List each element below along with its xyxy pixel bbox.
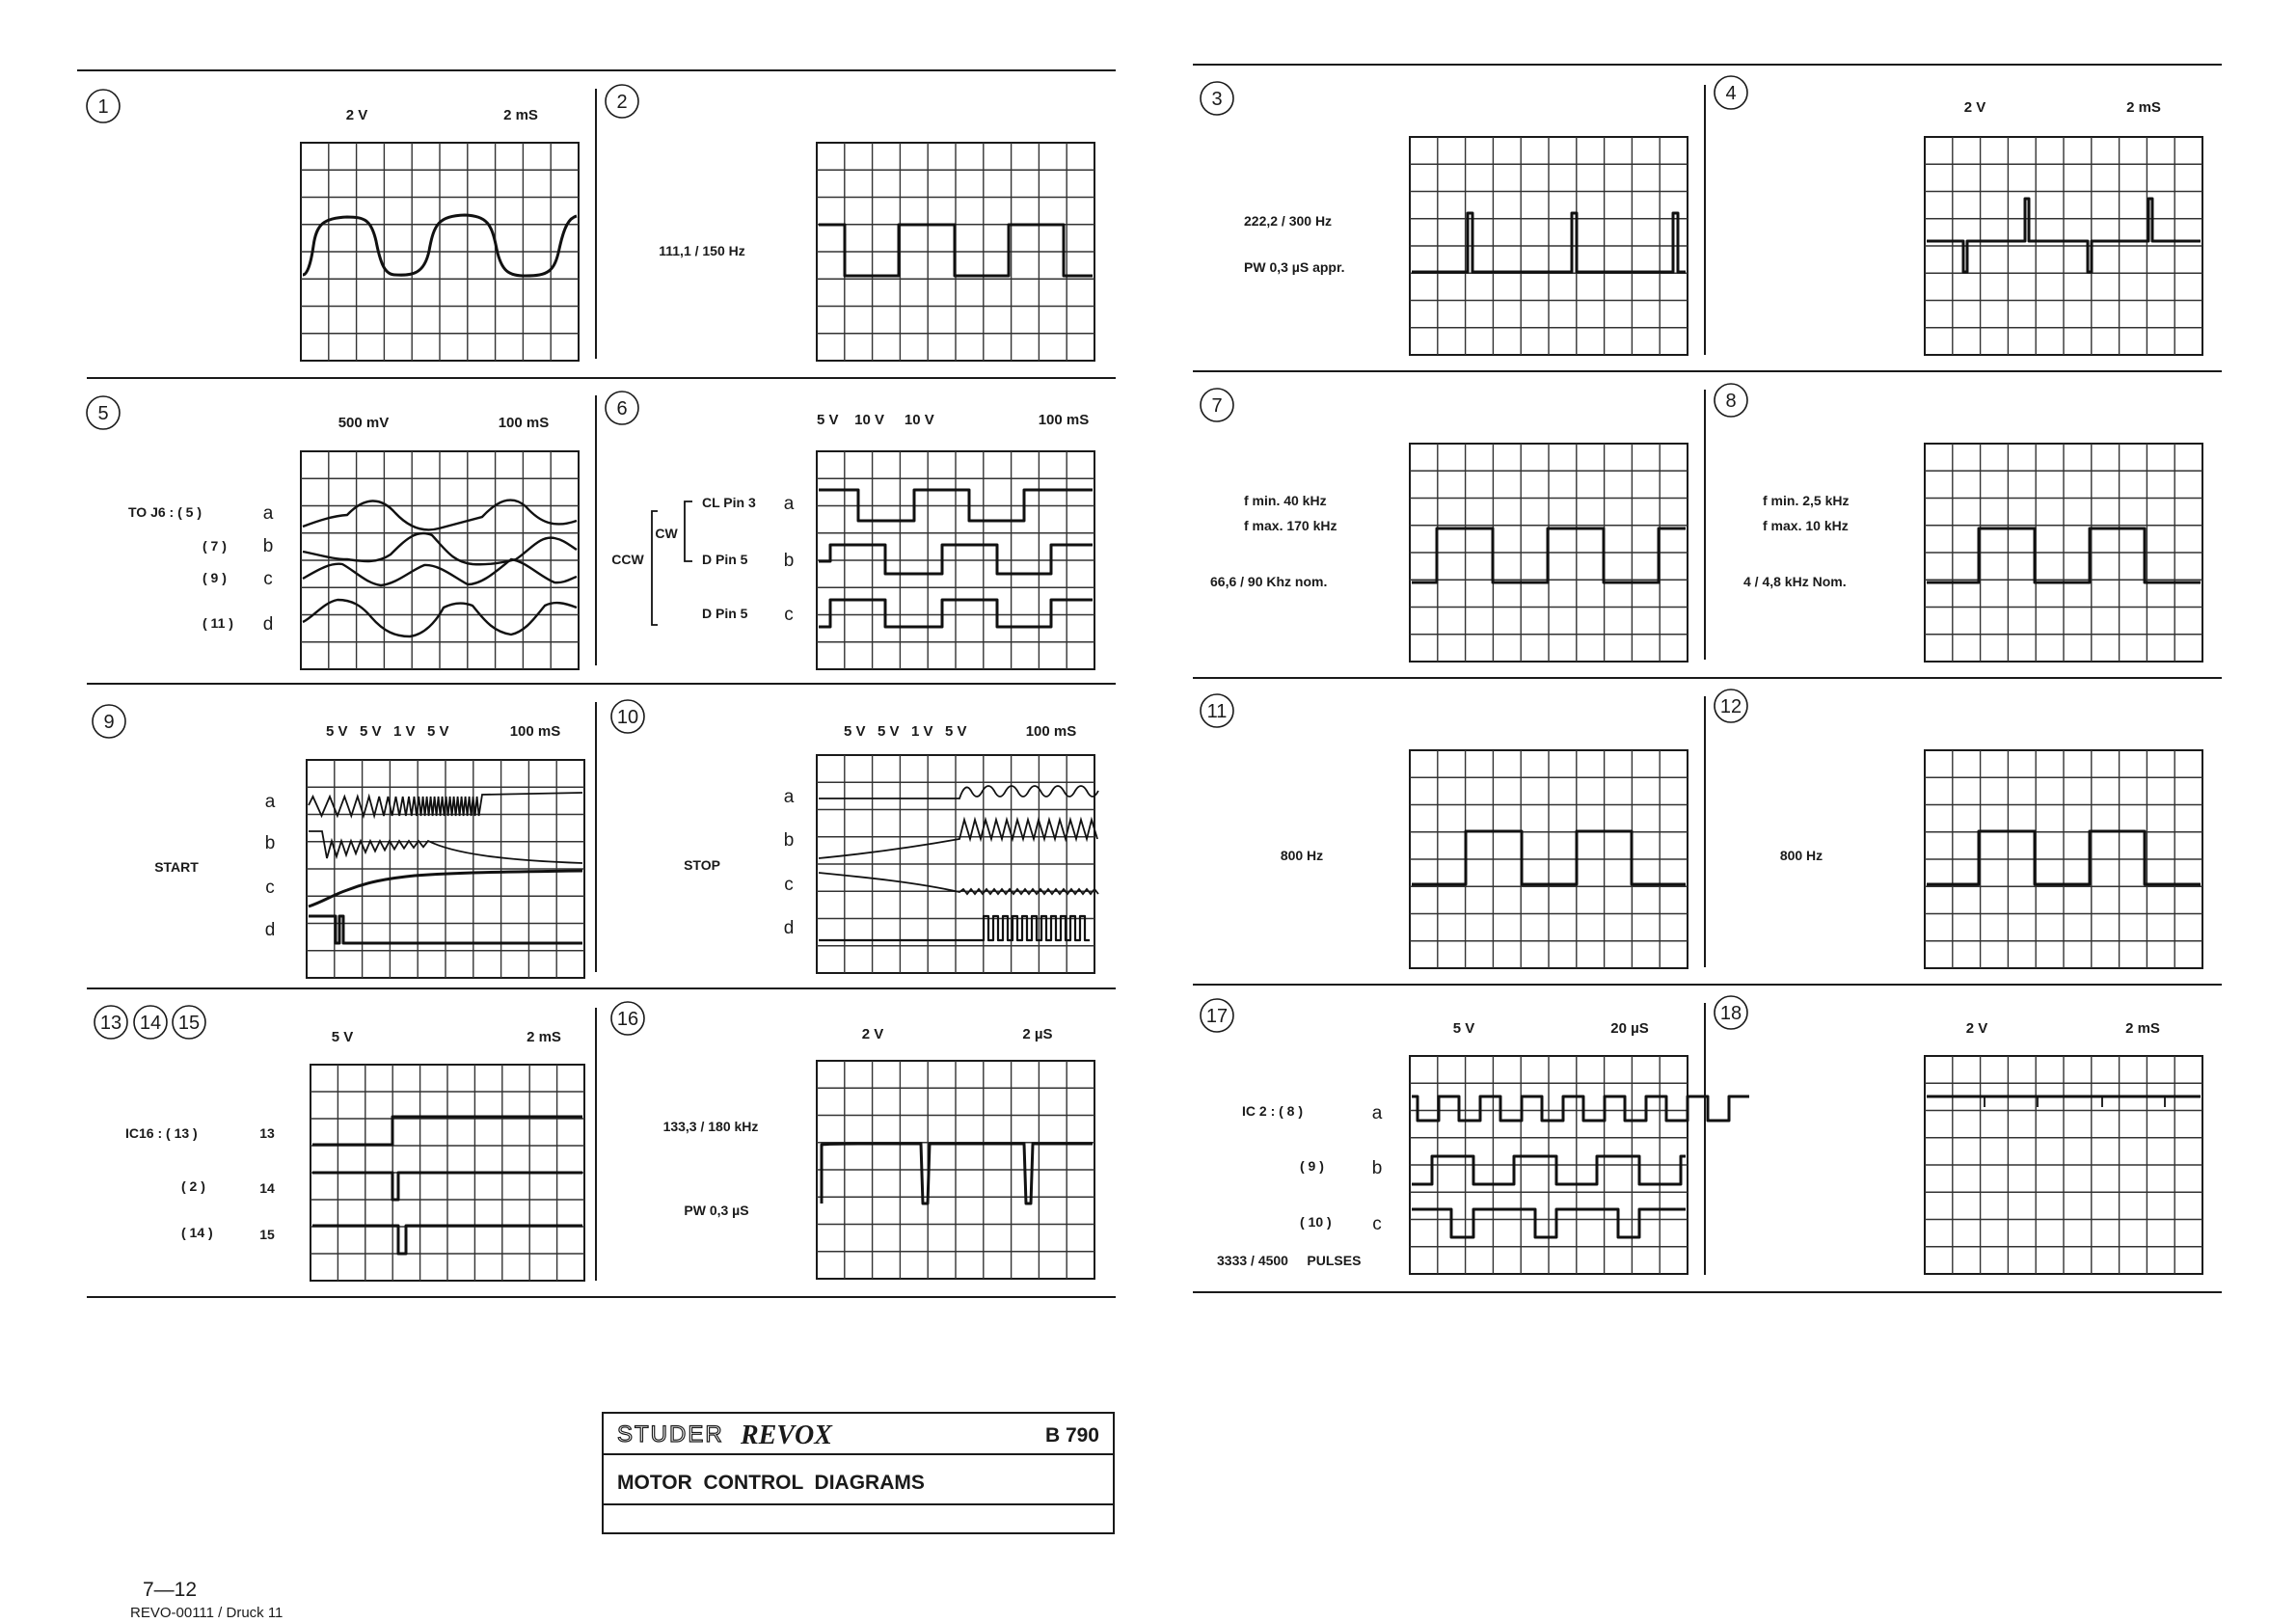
volts-per-div: 5 V 5 V 1 V 5 V <box>844 723 967 740</box>
brand-revox-logo: REVOX <box>741 1420 832 1450</box>
waveform-trace-a <box>819 786 1098 798</box>
time-per-div: 100 mS <box>1038 412 1090 428</box>
trace-letter: c <box>263 569 273 589</box>
input-pin-label: TO J6 : ( 5 ) <box>128 504 202 520</box>
trace-number: 15 <box>259 1227 275 1242</box>
panel-17 <box>1201 999 1749 1274</box>
panel-number: 14 <box>139 1013 162 1034</box>
time-per-div: 100 mS <box>1025 723 1077 740</box>
waveform-trace <box>819 225 1093 276</box>
panel-number: 2 <box>616 92 628 113</box>
oscilloscope-screen <box>1410 750 1688 968</box>
start-label: START <box>154 859 199 875</box>
pulse-width-label: PW 0,3 µS appr. <box>1244 259 1345 275</box>
trace-letter: a <box>262 503 274 524</box>
signal-label: D Pin 5 <box>702 606 748 621</box>
waveform-trace-b <box>819 820 1097 858</box>
trace-letter: c <box>784 605 794 625</box>
volts-per-div: 2 V <box>1963 99 1986 116</box>
input-pin-label: ( 14 ) <box>181 1225 213 1240</box>
panel-7 <box>1201 389 1688 662</box>
input-pin-label: ( 9 ) <box>203 570 227 585</box>
trace-letter: b <box>783 830 795 851</box>
trace-letter: a <box>783 787 795 807</box>
model-number: B 790 <box>1044 1424 1099 1447</box>
panel-number: 8 <box>1725 391 1737 412</box>
panel-number: 7 <box>1211 395 1223 417</box>
time-per-div: 20 µS <box>1610 1020 1649 1037</box>
pulse-width-label: PW 0,3 µS <box>684 1203 749 1218</box>
input-pin-label: ( 11 ) <box>203 615 233 631</box>
oscilloscope-screen <box>817 1061 1094 1279</box>
oscilloscope-screen <box>817 451 1094 669</box>
trace-letter: b <box>262 536 274 556</box>
panel-11 <box>1201 694 1688 968</box>
max-frequency-label: f max. 10 kHz <box>1763 518 1849 533</box>
panel-2 <box>606 85 1094 361</box>
panel-9 <box>93 705 584 978</box>
trace-letter: a <box>783 494 795 514</box>
trace-number: 14 <box>259 1180 275 1196</box>
volts-per-div: 2 V <box>861 1026 884 1042</box>
pulse-count-label: 3333 / 4500 PULSES <box>1217 1253 1362 1268</box>
min-frequency-label: f min. 40 kHz <box>1244 493 1327 508</box>
brand-studer-logo: STUDER <box>617 1421 724 1447</box>
panel-number: 9 <box>103 712 115 733</box>
panel-number: 16 <box>616 1009 639 1030</box>
panel-8 <box>1715 384 2202 662</box>
oscilloscope-screen <box>1410 1056 1688 1274</box>
time-per-div: 2 mS <box>503 107 538 123</box>
oscilloscope-screen <box>1410 137 1688 355</box>
trace-letter: b <box>783 551 795 571</box>
trace-letter: c <box>784 875 794 895</box>
input-pin-label: IC 2 : ( 8 ) <box>1242 1103 1304 1119</box>
signal-label: D Pin 5 <box>702 552 748 567</box>
panel-16 <box>611 1002 1094 1279</box>
time-per-div: 100 mS <box>498 415 550 431</box>
panel-3 <box>1201 82 1688 355</box>
time-per-div: 2 mS <box>2125 1020 2160 1037</box>
nominal-frequency-label: 4 / 4,8 kHz Nom. <box>1743 574 1847 589</box>
panel-12 <box>1715 690 2202 968</box>
panel-number: 5 <box>97 403 109 424</box>
time-per-div: 2 mS <box>527 1029 561 1045</box>
frequency-label: 800 Hz <box>1779 848 1823 863</box>
volts-per-div: 5 V 10 V 10 V <box>817 412 934 428</box>
max-frequency-label: f max. 170 kHz <box>1244 518 1337 533</box>
trace-letter: d <box>264 920 276 940</box>
time-per-div: 2 µS <box>1022 1026 1053 1042</box>
volts-per-div: 500 mV <box>338 415 390 431</box>
waveform-trace <box>1412 528 1686 582</box>
volts-per-div: 5 V <box>331 1029 354 1045</box>
waveform-glitches <box>1985 1096 2165 1107</box>
volts-per-div: 5 V 5 V 1 V 5 V <box>326 723 449 740</box>
direction-label-cw: CW <box>655 526 678 541</box>
panel-number: 13 <box>99 1013 122 1034</box>
panel-6 <box>606 392 1094 669</box>
oscilloscope-screen <box>1925 444 2202 662</box>
waveform-trace-d <box>819 916 1090 940</box>
oscilloscope-screen <box>1925 1056 2202 1274</box>
trace-letter: d <box>783 918 795 938</box>
waveform-trace <box>822 1144 1093 1204</box>
input-pin-label: ( 9 ) <box>1300 1158 1324 1174</box>
time-per-div: 2 mS <box>2126 99 2161 116</box>
panel-number: 11 <box>1206 701 1228 722</box>
stop-label: STOP <box>684 857 720 873</box>
panel-number: 17 <box>1205 1006 1229 1027</box>
time-per-div: 100 mS <box>509 723 561 740</box>
panel-number: 15 <box>177 1013 201 1034</box>
waveform-trace-a <box>1412 1096 1749 1121</box>
panel-number: 6 <box>616 398 628 419</box>
input-pin-label: IC16 : ( 13 ) <box>125 1125 198 1141</box>
panel-number: 3 <box>1211 89 1223 110</box>
panel-10 <box>611 700 1098 973</box>
panel-5 <box>87 396 579 669</box>
trace-letter: c <box>1372 1214 1382 1234</box>
title-block <box>603 1413 1114 1533</box>
panel-4 <box>1715 76 2202 355</box>
input-pin-label: ( 2 ) <box>181 1178 205 1194</box>
panel-number: 10 <box>616 707 639 728</box>
nominal-frequency-label: 66,6 / 90 Khz nom. <box>1210 574 1328 589</box>
signal-label: CL Pin 3 <box>702 495 756 510</box>
volts-per-div: 5 V <box>1452 1020 1475 1037</box>
trace-letter: a <box>264 792 276 812</box>
direction-label-ccw: CCW <box>611 552 644 567</box>
document-reference: REVO-00111 / Druck 11 <box>130 1605 284 1621</box>
frequency-label: 133,3 / 180 kHz <box>662 1119 759 1134</box>
separator-rules <box>77 65 2222 1297</box>
min-frequency-label: f min. 2,5 kHz <box>1763 493 1850 508</box>
trace-letter: b <box>264 833 276 853</box>
input-pin-label: ( 7 ) <box>203 538 227 554</box>
trace-number: 13 <box>259 1125 275 1141</box>
panel-13-14-15 <box>95 1006 584 1281</box>
panel-number: 4 <box>1725 83 1737 104</box>
frequency-label: 111,1 / 150 Hz <box>659 243 745 258</box>
document-title: MOTOR CONTROL DIAGRAMS <box>617 1472 925 1494</box>
trace-letter: d <box>262 614 274 635</box>
volts-per-div: 2 V <box>1965 1020 1988 1037</box>
oscilloscope-screen <box>1925 750 2202 968</box>
panel-number: 1 <box>97 96 109 118</box>
page-number: 7—12 <box>143 1579 198 1601</box>
trace-letter: c <box>265 878 275 898</box>
trace-letter: a <box>1371 1103 1383 1123</box>
direction-brackets <box>652 501 692 625</box>
oscilloscope-screen <box>301 143 579 361</box>
panel-18 <box>1715 996 2202 1274</box>
panel-number: 18 <box>1719 1003 1742 1024</box>
volts-per-div: 2 V <box>345 107 368 123</box>
panel-1 <box>87 90 579 361</box>
input-pin-label: ( 10 ) <box>1300 1214 1332 1230</box>
frequency-label: 222,2 / 300 Hz <box>1244 213 1333 229</box>
frequency-label: 800 Hz <box>1280 848 1324 863</box>
trace-letter: b <box>1371 1158 1383 1178</box>
oscilloscope-screen <box>301 451 579 669</box>
panel-number: 12 <box>1719 696 1742 717</box>
